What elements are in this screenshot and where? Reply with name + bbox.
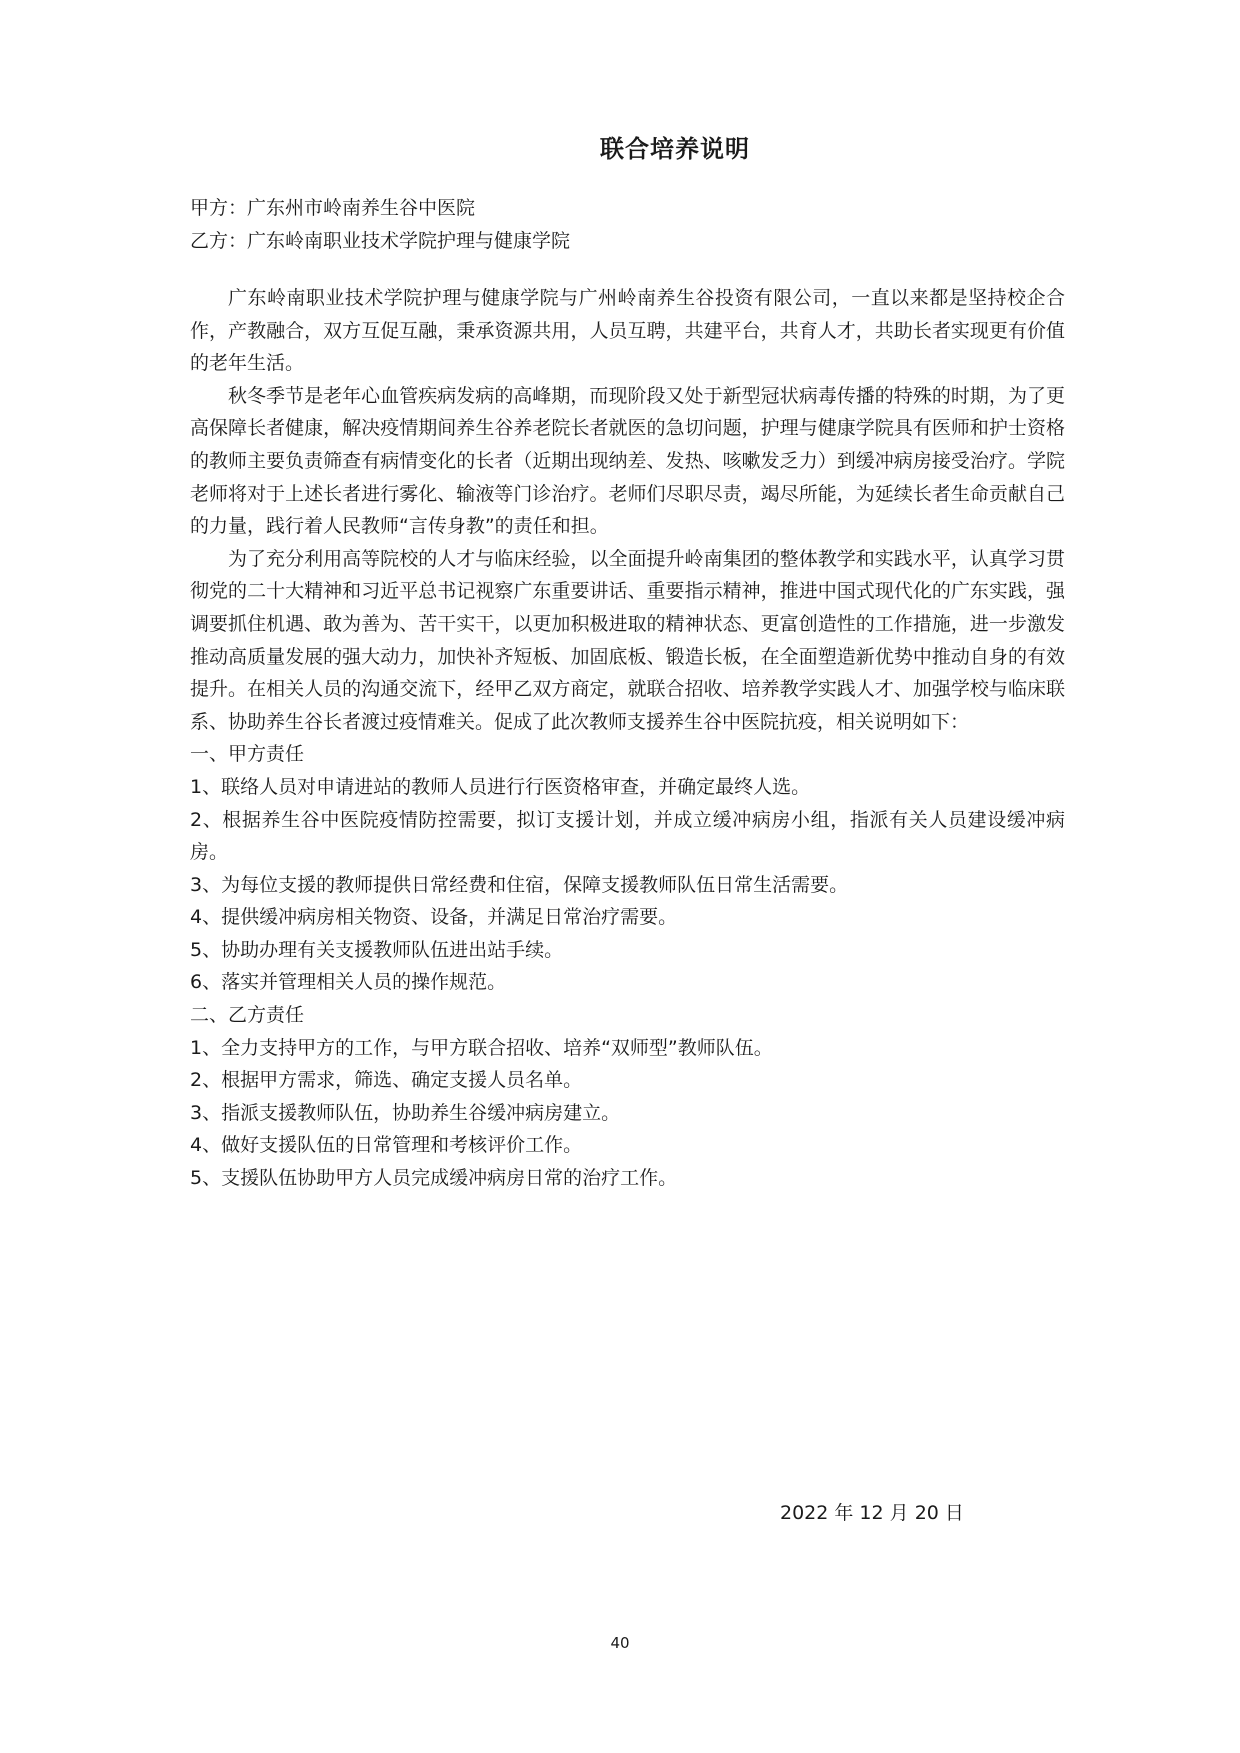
section-a-item-1: 1、联络人员对申请进站的教师人员进行行医资格审查，并确定最终人选。 (190, 775, 811, 798)
section-a-item-3: 3、为每位支援的教师提供日常经费和住宿，保障支援教师队伍日常生活需要。 (190, 873, 849, 896)
section-b-item-1: 1、全力支持甲方的工作，与甲方联合招收、培养“双师型”教师队伍。 (190, 1036, 773, 1059)
party-b-line: 乙方：广东岭南职业技术学院护理与健康学院 (190, 230, 571, 252)
section-b-item-4: 4、做好支援队伍的日常管理和考核评价工作。 (190, 1134, 583, 1157)
section-b-item-2: 2、根据甲方需求，筛选、确定支援人员名单。 (190, 1069, 583, 1092)
page-number: 40 (610, 1634, 630, 1652)
party-a-line: 甲方：广东州市岭南养生谷中医院 (190, 197, 476, 219)
body-paragraph-3: 为了充分利用高等院校的人才与临床经验，以全面提升岭南集团的整体教学和实践水平，认真学习贯彻党的二十大精神和习近平总书记视察广东重要讲话、重要指示精神，推进中国式现代化的广东实践，强调要抓住机遇、敢为善为、苦干实干，以更加积极进取的精神状态、更富创造性的工作措施，进一步激发推动高质量发展的强大动力，加快补齐短板、加固底板、锻造长板，在全面塑造新优势中推动自身的有效提升。在相关人员的沟通交流下，经甲乙双方商定，就联合招收、培养教学实践人才、加强学校与临床联系、协助养生谷长者渡过疫情难关。促成了此次教师支援养生谷中医院抗疫，相关说明如下： (190, 547, 1065, 733)
section-a-item-5: 5、协助办理有关支援教师队伍进出站手续。 (190, 938, 564, 961)
document-date: 2022 年 12 月 20 日 (780, 1502, 964, 1524)
body-paragraph-1: 广东岭南职业技术学院护理与健康学院与广州岭南养生谷投资有限公司，一直以来都是坚持校企合作，产教融合，双方互促互融，秉承资源共用，人员互聘，共建平台，共育人才，共助长者实现更有价值的老年生活。 (190, 287, 1065, 375)
section-b-item-3: 3、指派支援教师队伍，协助养生谷缓冲病房建立。 (190, 1101, 621, 1124)
section-a-item-4: 4、提供缓冲病房相关物资、设备，并满足日常治疗需要。 (190, 906, 678, 929)
section-a-item-2: 2、根据养生谷中医院疫情防控需要，拟订支援计划，并成立缓冲病房小组，指派有关人员建设缓冲病房。 (190, 808, 1065, 864)
section-b-heading: 二、乙方责任 (190, 1004, 305, 1027)
section-a-heading: 一、甲方责任 (190, 743, 305, 766)
section-b-item-5: 5、支援队伍协助甲方人员完成缓冲病房日常的治疗工作。 (190, 1167, 678, 1190)
section-a-item-6: 6、落实并管理相关人员的操作规范。 (190, 971, 507, 994)
body-paragraph-2: 秋冬季节是老年心血管疾病发病的高峰期，而现阶段又处于新型冠状病毒传播的特殊的时期，为了更高保障长者健康，解决疫情期间养生谷养老院长者就医的急切问题，护理与健康学院具有医师和护士资格的教师主要负责筛查有病情变化的长者（近期出现纳差、发热、咳嗽发乏力）到缓冲病房接受治疗。学院老师将对于上述长者进行雾化、输液等门诊治疗。老师们尽职尽责，竭尽所能，为延续长者生命贡献自己的力量，践行着人民教师“言传身教”的责任和担。 (190, 384, 1065, 538)
document-title: 联合培养说明 (600, 135, 750, 163)
document-body (190, 282, 1065, 1195)
